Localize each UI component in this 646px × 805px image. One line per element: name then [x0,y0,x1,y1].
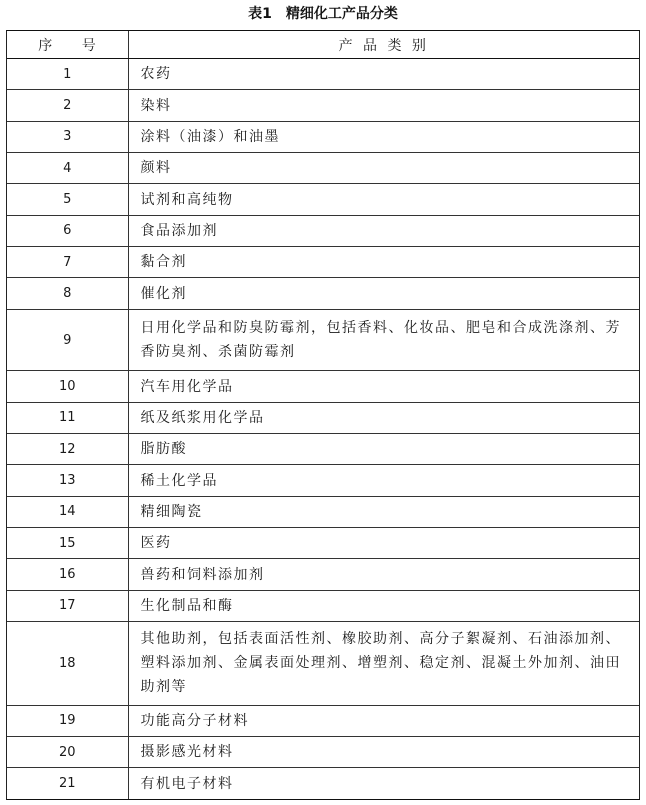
table-row [7,590,639,621]
row-number: 16 [7,559,128,590]
product-classification-table [6,30,640,800]
row-category: 食品添加剂 [128,215,639,246]
table-caption: 表1 精细化工产品分类 [248,6,398,22]
row-number: 20 [7,737,128,768]
table-row [7,768,639,799]
row-number: 5 [7,184,128,215]
row-number: 3 [7,121,128,152]
row-category: 农药 [128,59,639,90]
row-category: 颜料 [128,153,639,184]
row-category: 涂料（油漆）和油墨 [128,121,639,152]
row-category: 染料 [128,90,639,121]
row-category: 纸及纸浆用化学品 [128,402,639,433]
row-number: 18 [7,622,128,706]
table-row [7,121,639,152]
table-row [7,496,639,527]
row-number: 9 [7,309,128,371]
row-number: 12 [7,434,128,465]
row-number: 1 [7,59,128,90]
row-number: 13 [7,465,128,496]
row-category: 催化剂 [128,278,639,309]
table-row [7,309,639,371]
table-row [7,371,639,402]
row-category: 汽车用化学品 [128,371,639,402]
table-row [7,705,639,736]
row-number: 11 [7,402,128,433]
row-number: 4 [7,153,128,184]
row-category: 黏合剂 [128,247,639,278]
table-row [7,153,639,184]
table-row [7,59,639,90]
row-category: 稀土化学品 [128,465,639,496]
row-category: 兽药和饲料添加剂 [128,559,639,590]
row-number: 21 [7,768,128,799]
table-row [7,215,639,246]
table-row [7,434,639,465]
table-header-row [7,31,639,59]
row-number: 19 [7,705,128,736]
row-number: 10 [7,371,128,402]
row-number: 8 [7,278,128,309]
table-row [7,402,639,433]
header-category: 产 品 类 别 [128,31,639,59]
row-number: 7 [7,247,128,278]
row-category: 有机电子材料 [140,775,234,792]
row-number: 17 [7,590,128,621]
row-number: 15 [7,528,128,559]
row-category: 其他助剂，包括表面活性剂、橡胶助剂、高分子絮凝剂、石油添加剂、塑料添加剂、金属表面处理剂、增塑剂、稳定剂、混凝土外加剂、油田助剂等 [128,622,639,706]
row-category: 精细陶瓷 [128,496,639,527]
table-row [7,737,639,768]
row-category: 生化制品和酶 [128,590,639,621]
row-category: 摄影感光材料 [128,737,639,768]
row-category: 医药 [128,528,639,559]
table-row [7,465,639,496]
row-number: 2 [7,90,128,121]
row-number: 6 [7,215,128,246]
table-row [7,90,639,121]
row-category: 功能高分子材料 [128,705,639,736]
row-number: 14 [7,496,128,527]
row-category: 脂肪酸 [128,434,639,465]
table-row [7,278,639,309]
table-row [7,528,639,559]
row-category: 试剂和高纯物 [128,184,639,215]
header-index: 序 号 [7,31,128,59]
table-row [7,184,639,215]
table-row [7,622,639,706]
table-row [7,247,639,278]
table-row [7,559,639,590]
row-category: 日用化学品和防臭防霉剂，包括香料、化妆品、肥皂和合成洗涤剂、芳香防臭剂、杀菌防霉剂 [128,309,639,371]
